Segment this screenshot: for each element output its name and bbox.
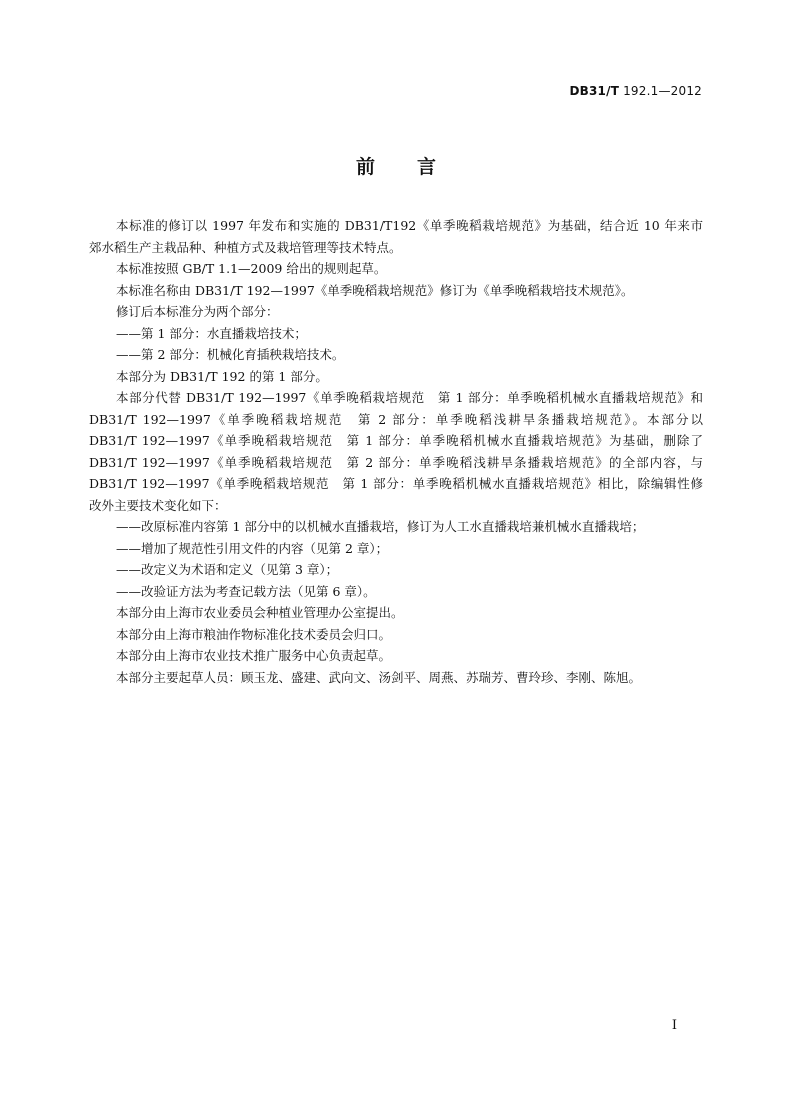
- page-title-char-2: 言: [417, 156, 437, 178]
- list-item: ——改定义为术语和定义（见第 3 章）；: [116, 562, 339, 577]
- page-number: I: [671, 1018, 677, 1033]
- document-code: [570, 84, 703, 98]
- foreword-body: [89, 215, 703, 688]
- paragraph-line: 本标准的修订以 1997 年发布和实施的 DB31/T192《单季晚稻栽培规范》为基础，结合近 10 年来市: [116, 218, 703, 233]
- paragraph-line: DB31/T 192—1997《单季晚稻栽培规范 第 1 部分：单季晚稻机械水直播栽培规范》相比，除编辑性修: [89, 476, 703, 491]
- list-item: ——改验证方法为考查记载方法（见第 6 章）。: [116, 583, 376, 599]
- paragraph: 本部分由上海市农业委员会种植业管理办公室提出。: [116, 605, 404, 620]
- paragraph: 本标准名称由 DB31/T 192—1997《单季晚稻栽培规范》修订为《单季晚稻栽培技术规范》。: [116, 282, 634, 298]
- paragraph: 修订后本标准分为两个部分：: [116, 304, 279, 319]
- paragraph-line: DB31/T 192—1997《单季晚稻栽培规范 第 2 部分：单季晚稻浅耕旱条播栽培规范》。本部分以: [89, 411, 703, 427]
- paragraph: 本标准按照 GB/T 1.1—2009 给出的规则起草。: [116, 261, 387, 276]
- page-title-char-1: 前: [355, 156, 375, 178]
- document-code-number: 192.1—2012: [619, 84, 702, 98]
- paragraph-line: 改外主要技术变化如下：: [89, 497, 227, 513]
- paragraph: 本部分由上海市粮油作物标准化技术委员会归口。: [116, 626, 392, 642]
- paragraph-line: 本部分代替 DB31/T 192—1997《单季晚稻栽培规范 第 1 部分：单季晚稻机械水直播栽培规范》和: [116, 390, 703, 405]
- document-code-prefix: DB31/T: [569, 84, 620, 98]
- paragraph: 本部分为 DB31/T 192 的第 1 部分。: [116, 368, 328, 384]
- paragraph: 本部分主要起草人员：顾玉龙、盛建、武向文、汤剑平、周燕、苏瑞芳、曹玲珍、李刚、陈旭。: [116, 669, 642, 685]
- list-item: ——第 1 部分：水直播栽培技术；: [116, 325, 307, 341]
- paragraph-line: DB31/T 192—1997《单季晚稻栽培规范 第 2 部分：单季晚稻浅耕旱条播栽培规范》的全部内容，与: [89, 454, 703, 470]
- paragraph-line: DB31/T 192—1997《单季晚稻栽培规范 第 1 部分：单季晚稻机械水直播栽培规范》为基础，删除了: [89, 433, 703, 448]
- page-title: [0, 152, 792, 179]
- paragraph: 本部分由上海市农业技术推广服务中心负责起草。: [116, 648, 392, 663]
- list-item: ——第 2 部分：机械化育插秧栽培技术。: [116, 347, 345, 362]
- list-item: ——改原标准内容第 1 部分中的以机械水直播栽培，修订为人工水直播栽培兼机械水直播栽培；: [116, 519, 645, 534]
- list-item: ——增加了规范性引用文件的内容（见第 2 章）；: [116, 540, 389, 556]
- paragraph-line: 郊水稻生产主栽品种、种植方式及栽培管理等技术特点。: [89, 239, 402, 255]
